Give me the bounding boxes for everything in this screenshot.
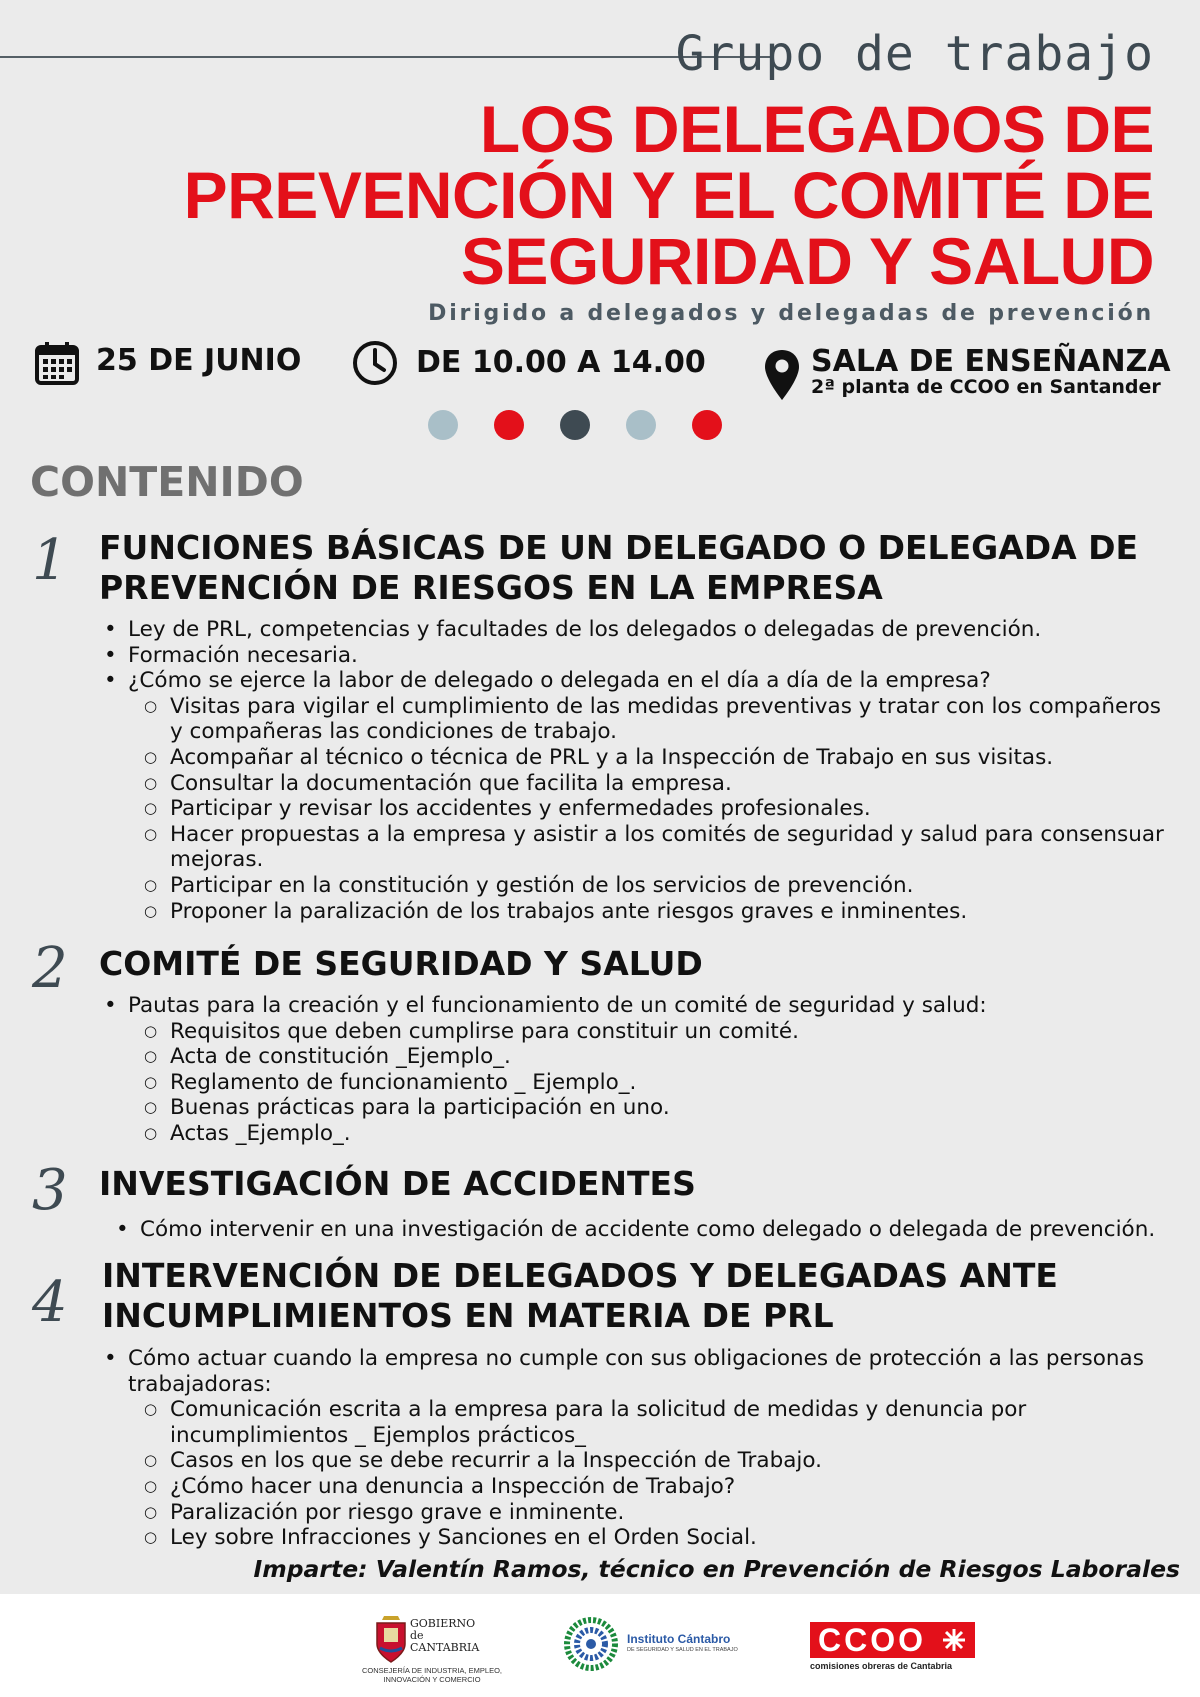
section-4-list [128, 1346, 1178, 1551]
dot [494, 410, 524, 440]
kicker: Grupo de trabajo [675, 26, 1154, 82]
title-line: LOS DELEGADOS DE [479, 92, 1154, 166]
ccoo-caption: comisiones obreras de Cantabria [810, 1661, 953, 1671]
sub-list [128, 1397, 1178, 1551]
dot [428, 410, 458, 440]
dot [560, 410, 590, 440]
ccoo-logo [810, 1622, 975, 1678]
instituto-cantabro-logo [563, 1616, 763, 1676]
sub-list-item: ○ Reglamento de funcionamiento _ Ejemplo_. [170, 1070, 1178, 1096]
footer-logos [0, 1594, 1200, 1697]
section-title [99, 528, 1179, 608]
ccoo-star-icon [941, 1627, 967, 1653]
section-title-line: PREVENCIÓN DE RIESGOS EN LA EMPRESA [99, 568, 883, 607]
instituto-name: Instituto Cántabro [627, 1632, 731, 1646]
date-info [34, 340, 301, 390]
section-title-line: INCUMPLIMIENTOS EN MATERIA DE PRL [102, 1296, 834, 1335]
section-number: 1 [32, 528, 68, 593]
sub-list-item: ○ Ley sobre Infracciones y Sanciones en el Orden Social. [170, 1525, 1178, 1551]
section-title-line: FUNCIONES BÁSICAS DE UN DELEGADO O DELEGADA DE [99, 528, 1139, 567]
list-item: • Ley de PRL, competencias y facultades de los delegados o delegadas de prevención. [128, 617, 1178, 643]
ccoo-logo-text: CCOO [818, 1622, 926, 1658]
time-text: DE 10.00 A 14.00 [416, 345, 706, 380]
section-title-line: INTERVENCIÓN DE DELEGADOS Y DELEGADAS ANTE [102, 1256, 1058, 1295]
sub-list [128, 1019, 1178, 1147]
dot [626, 410, 656, 440]
list-item-text: Pautas para la creación y el funcionamiento de un comité de seguridad y salud: [128, 993, 987, 1018]
ccoo-banner [810, 1622, 975, 1658]
decorative-dots [428, 410, 722, 440]
gobierno-line: CANTABRIA [410, 1641, 480, 1654]
list-item: • Formación necesaria. [128, 643, 1178, 669]
sub-list-item: ○ Participar en la constitución y gestión de los servicios de prevención. [170, 873, 1178, 899]
coat-of-arms-icon [374, 1614, 408, 1664]
instituto-emblem-icon [563, 1616, 619, 1672]
title-line: PREVENCIÓN Y EL COMITÉ DE [183, 158, 1154, 232]
section-1-list [128, 617, 1178, 924]
sub-list-item: ○ Visitas para vigilar el cumplimiento de las medidas preventivas y tratar con los compañeros y compañeras las condiciones de trabajo. [170, 694, 1178, 745]
section-number: 4 [32, 1270, 68, 1335]
contenido-heading: CONTENIDO [30, 458, 304, 506]
page-title [54, 92, 1154, 298]
sub-list-item: ○ Participar y revisar los accidentes y enfermedades profesionales. [170, 796, 1178, 822]
gobierno-line: GOBIERNO [410, 1617, 476, 1630]
sub-list-item: ○ Acta de constitución _Ejemplo_. [170, 1044, 1178, 1070]
subtitle: Dirigido a delegados y delegadas de prevención [428, 301, 1154, 326]
sub-list-item: ○ Consultar la documentación que facilita la empresa. [170, 771, 1178, 797]
section-title [99, 1164, 1179, 1204]
list-item-text: Cómo actuar cuando la empresa no cumple con sus obligaciones de protección a las personas trabajadoras: [128, 1346, 1144, 1397]
section-2-list [128, 993, 1178, 1147]
list-item [128, 993, 1178, 1147]
section-title-line: INVESTIGACIÓN DE ACCIDENTES [99, 1164, 696, 1203]
place-info [763, 340, 1171, 406]
gobierno-cantabria-logo [352, 1614, 512, 1694]
sub-list-item: ○ Acompañar al técnico o técnica de PRL y a la Inspección de Trabajo en sus visitas. [170, 745, 1178, 771]
place-detail: 2ª planta de CCOO en Santander [811, 376, 1161, 398]
sub-list-item: ○ Proponer la paralización de los trabajos ante riesgos graves e inminentes. [170, 899, 1178, 925]
sub-list-item: ○ Paralización por riesgo grave e inminente. [170, 1500, 1178, 1526]
place-text: SALA DE ENSEÑANZA [811, 344, 1171, 379]
list-item [128, 668, 1178, 924]
gobierno-line: de [410, 1629, 424, 1642]
date-text: 25 DE JUNIO [96, 343, 302, 378]
location-pin-icon [763, 348, 801, 406]
section-number: 2 [32, 936, 68, 1001]
section-number: 3 [32, 1158, 68, 1223]
sub-list-item: ○ Hacer propuestas a la empresa y asistir a los comités de seguridad y salud para consensuar mejoras. [170, 822, 1178, 873]
sub-list-item: ○ Casos en los que se debe recurrir a la Inspección de Trabajo. [170, 1448, 1178, 1474]
clock-icon [352, 340, 398, 390]
sub-list [128, 694, 1178, 924]
list-item: • Cómo intervenir en una investigación de accidente como delegado o delegada de prevención. [140, 1217, 1190, 1243]
sub-list-item: ○ Comunicación escrita a la empresa para la solicitud de medidas y denuncia por incumplimientos _ Ejemplos prácticos_ [170, 1397, 1178, 1448]
time-info [352, 340, 706, 390]
section-title [99, 944, 1179, 984]
title-line: SEGURIDAD Y SALUD [460, 224, 1154, 298]
dot [692, 410, 722, 440]
gobierno-caption: INNOVACIÓN Y COMERCIO [383, 1675, 481, 1684]
list-item-text: ¿Cómo se ejerce la labor de delegado o delegada en el día a día de la empresa? [128, 668, 991, 694]
section-3-list [140, 1217, 1190, 1243]
instructor-credit: Imparte: Valentín Ramos, técnico en Prevención de Riesgos Laborales [253, 1555, 1180, 1583]
sub-list-item: ○ ¿Cómo hacer una denuncia a Inspección de Trabajo? [170, 1474, 1178, 1500]
header-rule [0, 56, 770, 58]
gobierno-caption: CONSEJERÍA DE INDUSTRIA, EMPLEO, [361, 1666, 503, 1675]
instituto-caption: DE SEGURIDAD Y SALUD EN EL TRABAJO [627, 1647, 738, 1653]
calendar-icon [34, 340, 80, 390]
sub-list-item: ○ Requisitos que deben cumplirse para constituir un comité. [170, 1019, 1178, 1045]
list-item [128, 1346, 1178, 1551]
sub-list-item: ○ Actas _Ejemplo_. [170, 1121, 1178, 1147]
sub-list-item: ○ Buenas prácticas para la participación en uno. [170, 1095, 1178, 1121]
section-title-line: COMITÉ DE SEGURIDAD Y SALUD [99, 944, 703, 983]
section-title [102, 1256, 1182, 1336]
